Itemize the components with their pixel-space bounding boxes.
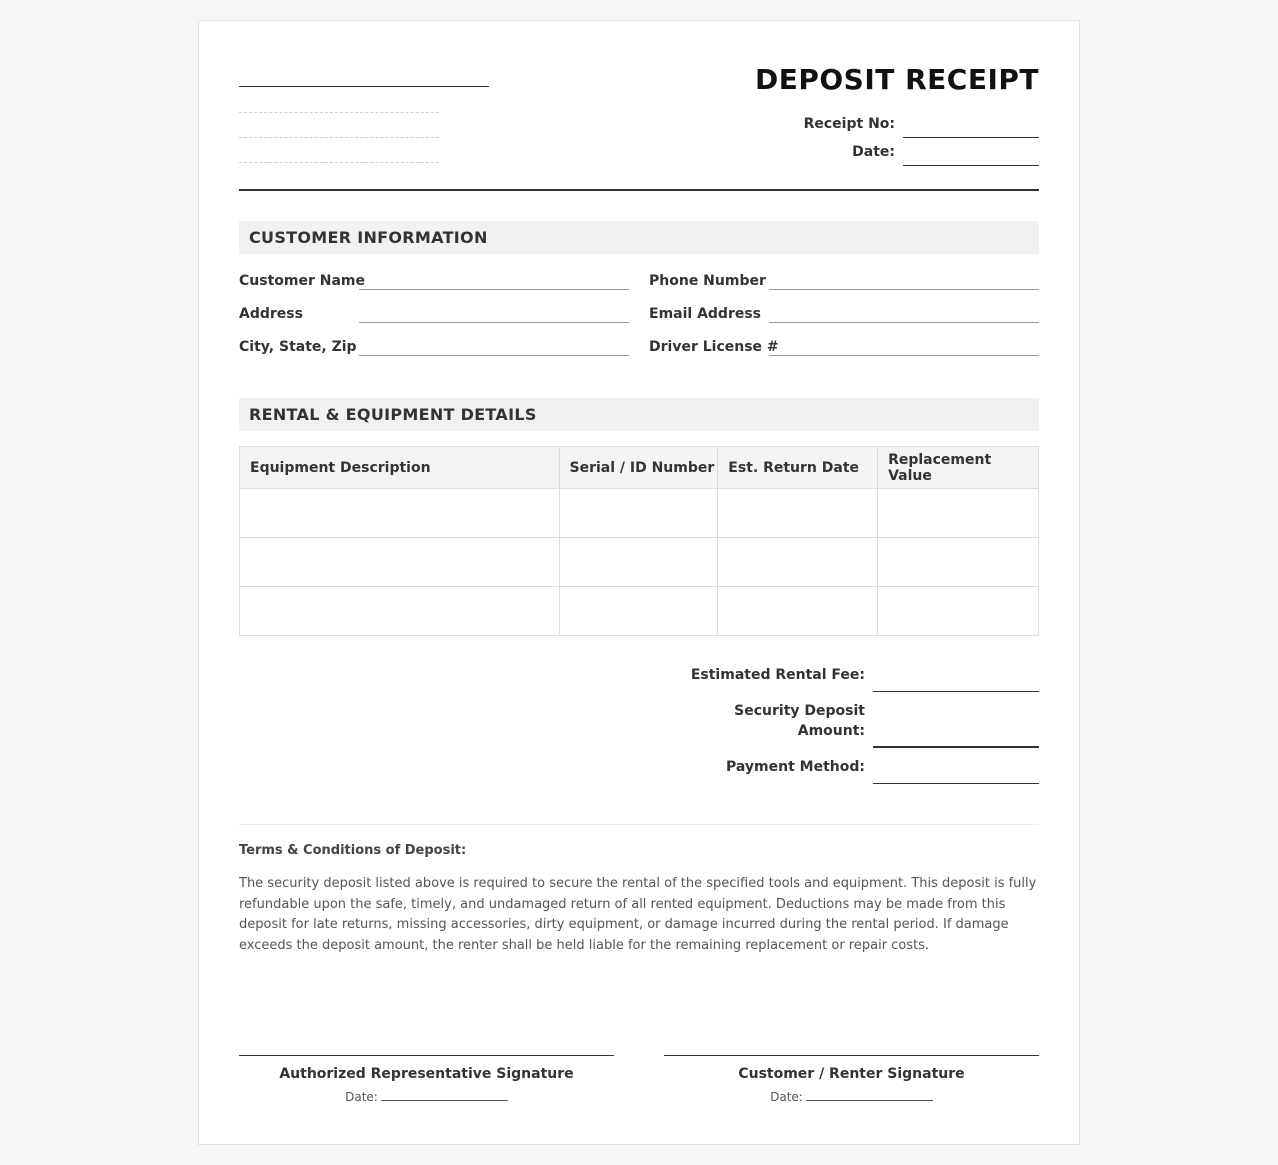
company-address-line-1[interactable] [239, 112, 439, 113]
company-name-line[interactable] [239, 85, 489, 87]
column-header-est-return-date: Est. Return Date [718, 447, 878, 489]
security-deposit-label [734, 701, 865, 741]
payment-method-field[interactable] [873, 783, 1039, 784]
terms-divider [239, 824, 1039, 825]
column-header-equipment-description: Equipment Description [240, 447, 560, 489]
email-address-label: Email Address [649, 306, 762, 322]
table-cell[interactable] [559, 538, 718, 587]
phone-number-label: Phone Number [649, 273, 766, 289]
table-cell[interactable] [240, 587, 560, 636]
company-address-line-3[interactable] [239, 162, 439, 163]
driver-license-field[interactable] [769, 355, 1039, 356]
customer-signature-line[interactable] [664, 1055, 1039, 1056]
rental-section-header: RENTAL & EQUIPMENT DETAILS [239, 398, 1039, 431]
date-label: Date: [852, 144, 895, 160]
table-cell[interactable] [718, 587, 878, 636]
receipt-no-field[interactable] [903, 137, 1039, 138]
driver-license-label: Driver License # [649, 339, 779, 355]
customer-section-header: CUSTOMER INFORMATION [239, 221, 1039, 254]
authorized-signature-line[interactable] [239, 1055, 614, 1056]
terms-body: The security deposit listed above is required to secure the rental of the specified tools and equipment. This deposit is fully refundable upon the safe, timely, and undamaged return of all rented equipment. Deductions may be made from this deposit for late returns, missing accessories, dirty equipment, or damage incurred during the rental period. If damage exceeds the deposit amount, the renter shall be held liable for the remaining replacement or repair costs. [239, 876, 1037, 953]
security-deposit-field[interactable] [873, 746, 1039, 748]
security-deposit-label-line-2: Amount: [797, 723, 865, 739]
table-row [240, 587, 1039, 636]
table-cell[interactable] [559, 489, 718, 538]
column-header-replacement-value: Replacement Value [878, 447, 1039, 489]
city-state-zip-field[interactable] [359, 355, 629, 356]
address-field[interactable] [359, 322, 629, 323]
table-cell[interactable] [240, 489, 560, 538]
table-row [240, 489, 1039, 538]
address-label: Address [239, 306, 303, 322]
receipt-page [198, 20, 1080, 1145]
customer-name-label: Customer Name [239, 273, 365, 289]
customer-signature-label: Customer / Renter Signature [738, 1066, 965, 1082]
header-divider [239, 189, 1039, 191]
date-field[interactable] [903, 165, 1039, 166]
authorized-date-label: Date: [345, 1090, 378, 1104]
table-cell[interactable] [559, 587, 718, 636]
table-cell[interactable] [878, 587, 1039, 636]
customer-date-label: Date: [770, 1090, 803, 1104]
page-title: DEPOSIT RECEIPT [754, 63, 1039, 96]
city-state-zip-label: City, State, Zip [239, 339, 357, 355]
authorized-signature-date [239, 1089, 614, 1104]
phone-number-field[interactable] [769, 289, 1039, 290]
table-header-row [240, 447, 1039, 489]
column-header-serial-id-number: Serial / ID Number [559, 447, 718, 489]
table-cell[interactable] [240, 538, 560, 587]
terms-title: Terms & Conditions of Deposit: [239, 843, 467, 858]
authorized-signature-label: Authorized Representative Signature [279, 1066, 574, 1082]
payment-method-label: Payment Method: [726, 759, 865, 775]
customer-signature-date [664, 1089, 1039, 1104]
table-cell[interactable] [878, 489, 1039, 538]
email-address-field[interactable] [769, 322, 1039, 323]
security-deposit-label-line-1: Security Deposit [734, 703, 865, 719]
table-cell[interactable] [718, 538, 878, 587]
rental-fee-label: Estimated Rental Fee: [690, 667, 865, 683]
customer-name-field[interactable] [359, 289, 629, 290]
rental-fee-field[interactable] [873, 691, 1039, 692]
equipment-table [239, 446, 1039, 636]
customer-date-field[interactable] [806, 1089, 933, 1101]
table-cell[interactable] [878, 538, 1039, 587]
receipt-no-label: Receipt No: [803, 116, 895, 132]
authorized-date-field[interactable] [381, 1089, 508, 1101]
company-address-line-2[interactable] [239, 137, 439, 138]
table-row [240, 538, 1039, 587]
table-cell[interactable] [718, 489, 878, 538]
